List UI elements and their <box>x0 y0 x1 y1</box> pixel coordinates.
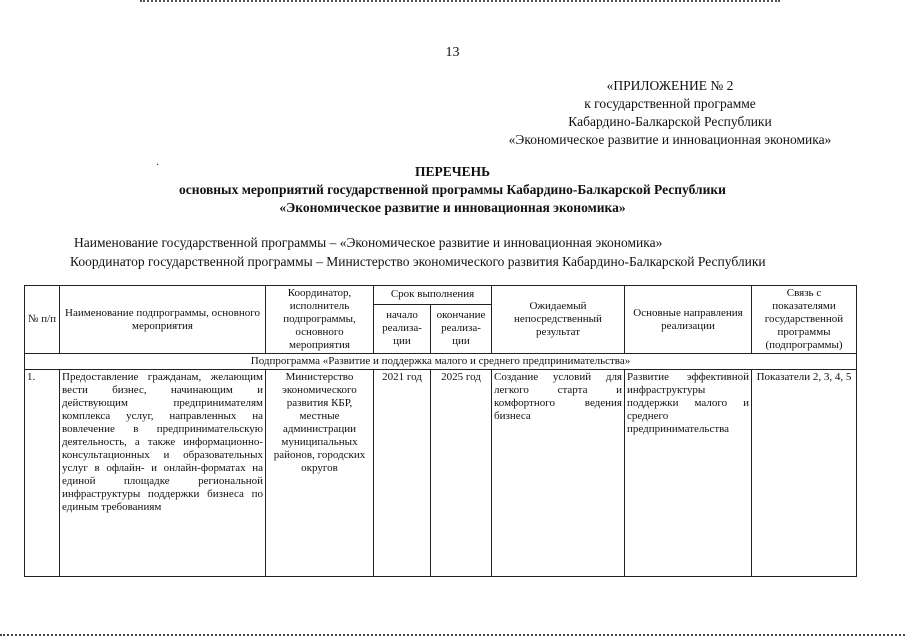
header-coordinator: Координатор, исполнитель подпрограммы, основного мероприятия <box>266 286 374 354</box>
program-name: Наименование государственной программы – «Экономическое развитие и инновационная экономика» <box>74 235 663 250</box>
appendix-line-1: «ПРИЛОЖЕНИЕ № 2 <box>606 78 734 93</box>
appendix-line-4: «Экономическое развитие и инновационная экономика» <box>508 132 832 147</box>
appendix-line-3: Кабардино-Балкарской Республики <box>568 114 772 129</box>
activities-table <box>24 285 857 577</box>
program-coordinator: Координатор государственной программы – Министерство экономического развития Кабардино-Балкарской Республики <box>70 254 766 269</box>
row-directions: Развитие эффективной инфраструктуры поддержки малого и среднего предпринимательства <box>625 370 752 577</box>
row-coordinator: Министерство экономического развития КБР, местные администрации муниципальных районов, городских округов <box>266 370 374 577</box>
scan-top-edge <box>140 0 780 4</box>
subprogram-row <box>25 354 857 370</box>
row-result: Создание условий для легкого старта и комфортного ведения бизнеса <box>492 370 625 577</box>
header-end: окончание реализа-ции <box>431 304 492 353</box>
header-num: № п/п <box>25 286 60 354</box>
row-name: Предоставление гражданам, желающим вести бизнес, начинающим и действующим предпринимателям комплекса услуг, направленных на вовлечение в предпринимательскую деятельность, а также информационно-консультационных и образовательных услуг в офлайн- и онлайн-форматах на единой площадке региональной инфраструктуры поддержки бизнеса по единым требованиям <box>60 370 266 577</box>
document-title <box>0 163 905 217</box>
appendix-line-2: к государственной программе <box>584 96 756 111</box>
row-start: 2021 год <box>374 370 431 577</box>
header-period: Срок выполнения <box>374 286 492 305</box>
subprogram-title: Подпрограмма «Развитие и поддержка малого и среднего предпринимательства» <box>25 354 857 370</box>
title-line-3: «Экономическое развитие и инновационная экономика» <box>279 200 626 215</box>
header-start: начало реализа-ции <box>374 304 431 353</box>
header-name: Наименование подпрограммы, основного мероприятия <box>60 286 266 354</box>
header-result: Ожидаемый непосредственный результат <box>492 286 625 354</box>
row-num: 1. <box>25 370 60 577</box>
row-link: Показатели 2, 3, 4, 5 <box>752 370 857 577</box>
page-number: 13 <box>445 45 460 60</box>
table-header-row <box>25 286 857 305</box>
header-link: Связь с показателями государственной программы (подпрограммы) <box>752 286 857 354</box>
scan-bottom-edge <box>0 634 905 638</box>
row-end: 2025 год <box>431 370 492 577</box>
program-meta <box>70 233 766 271</box>
table-row <box>25 370 857 577</box>
title-line-2: основных мероприятий государственной программы Кабардино-Балкарской Республики <box>179 182 726 197</box>
header-directions: Основные направления реализации <box>625 286 752 354</box>
title-line-1: ПЕРЕЧЕНЬ <box>414 164 491 179</box>
stray-dot: · <box>156 160 160 171</box>
appendix-header <box>470 77 870 149</box>
